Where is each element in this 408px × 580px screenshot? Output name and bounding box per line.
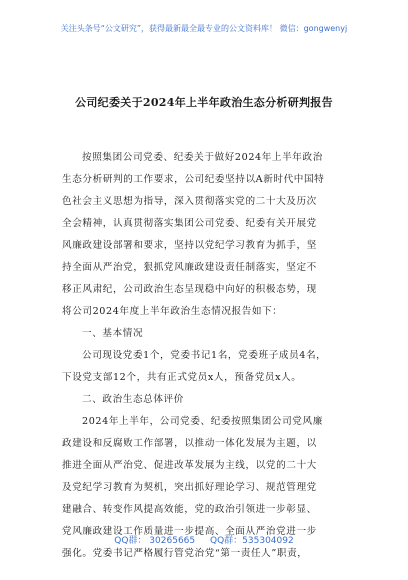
paragraph-line: 全会精神，认真贯彻落实集团公司党委、纪委有关开展党 — [62, 218, 317, 229]
paragraph-line: 下设党支部12个，共有正式党员x人，预备党员x人。 — [62, 372, 302, 383]
qq-group-1: QQ群： 30265665 — [114, 536, 196, 546]
paragraph-line: 推进全面从严治党、促进改革发展为主线，以党的二十大 — [62, 460, 317, 471]
paragraph-line: 2024年上半年，公司党委、纪委按照集团公司党风廉 — [82, 416, 323, 427]
footer-qq-groups — [0, 533, 408, 546]
paragraph-line: 按照集团公司党委、纪委关于做好2024年上半年政治 — [82, 152, 323, 163]
paragraph-line: 党风廉政建设工作质量进一步提高、全面从严治党进一步 — [62, 526, 317, 537]
document-body — [62, 147, 358, 565]
document-title: 公司纪委关于2024年上半年政治生态分析研判报告 — [75, 96, 333, 109]
section-heading-basic: 一、基本情况 — [82, 328, 144, 339]
paragraph-line: 色社会主义思想为指导，深入贯彻落实党的二十大及历次 — [62, 196, 317, 207]
paragraph-line: 风廉政建设部署和要求，坚持以党纪学习教育为抓手，坚 — [62, 240, 317, 251]
paragraph-line: 持全面从严治党，狠抓党风廉政建设责任制落实，坚定不 — [62, 262, 317, 273]
paragraph-line: 移正风肃纪，公司政治生态呈现稳中向好的积极态势，现 — [62, 284, 317, 295]
paragraph-line: 公司现设党委1个，党委书记1名，党委班子成员4名， — [82, 350, 327, 361]
paragraph-line: 政建设和反腐败工作部署，以推动一体化发展为主题，以 — [62, 438, 317, 449]
qq-group-2: QQ群：535304092 — [210, 536, 294, 546]
paragraph-line: 建融合、转变作风提高效能，党的政治引领进一步彰显、 — [62, 504, 317, 515]
section-heading-evaluation: 二、政治生态总体评价 — [82, 394, 184, 405]
paragraph-line: 及党纪学习教育为契机，突出抓好理论学习、规范管理党 — [62, 482, 317, 493]
paragraph-line: 将公司2024年度上半年政治生态情况报告如下： — [62, 306, 283, 317]
paragraph-line: 生态分析研判的工作要求，公司纪委坚持以A新时代中国特 — [62, 174, 325, 185]
paragraph-line: 强化。党委书记严格履行管党治党“第一责任人”职责， — [62, 548, 308, 559]
header-promo-note: 关注头条号“公文研究”，获得最新最全最专业的公文资料库！ 微信：gongwenyj — [60, 24, 348, 33]
